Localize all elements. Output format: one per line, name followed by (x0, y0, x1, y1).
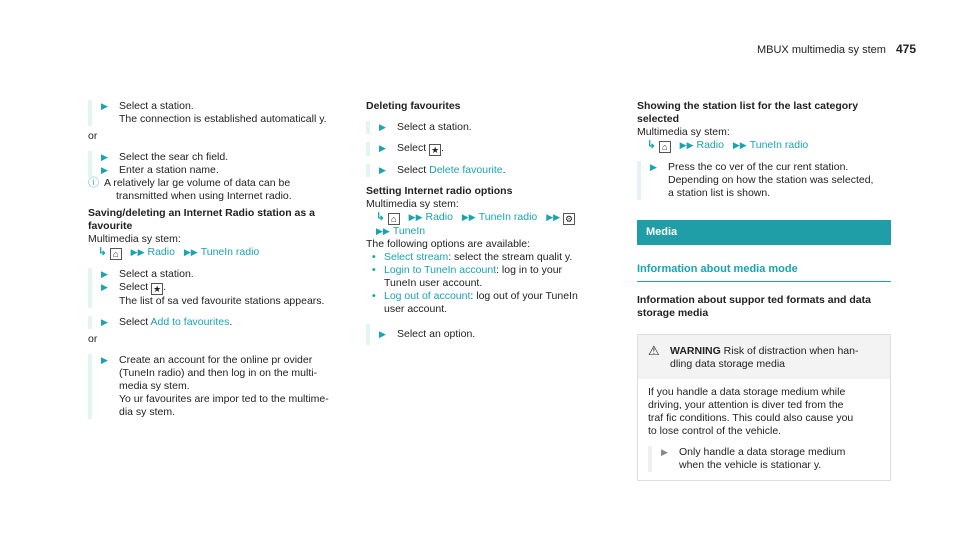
chevron-icon: ▶▶ (183, 247, 198, 257)
arrow-icon: ▶ (101, 282, 108, 292)
home-icon: ⌂ (659, 141, 671, 153)
delete-steps-block-3 (366, 164, 628, 177)
step-enter-name: ▶ Enter a station name. (101, 164, 219, 176)
info-icon: ⓘ (88, 177, 99, 189)
warning-step-block: ▶ Only handle a data storage medium when the vehicle is stationar y. (648, 446, 880, 472)
steps-block-5: ▶ Create an account for the online pr ovider (TuneIn radio) and then log in on the multi- media sy stem. Yo ur favourites are impor ted to the multime- dia sy stem. (88, 354, 353, 419)
options-intro: The following options are available: (366, 238, 531, 250)
chevron-icon: ▶▶ (130, 247, 145, 257)
info-note: ⓘ A relatively lar ge volume of data can be transmitted when using Internet radio. (88, 177, 292, 202)
bullet-icon: • (372, 264, 376, 276)
arrow-icon: ▶ (379, 329, 386, 339)
station-list-heading: Showing the station list for the last category selected (637, 100, 859, 125)
or-text: or (88, 333, 98, 345)
page-number: 475 (895, 42, 916, 56)
warning-header: ⚠ WARNING Risk of distraction when han- dling data storage media (638, 335, 890, 379)
multimedia-label: Multimedia sy stem: (88, 233, 181, 245)
arrow-icon: ▶ (379, 122, 386, 132)
home-icon: ⌂ (110, 248, 122, 260)
home-icon: ⌂ (388, 213, 400, 225)
chevron-icon: ▶▶ (376, 226, 390, 236)
step-handle-media: ▶ Only handle a data storage medium (661, 446, 846, 458)
column-1 (88, 100, 353, 419)
step-search-field: ▶ Select the sear ch field. (101, 151, 229, 163)
step-select-station: ▶ Select a station. (379, 121, 472, 133)
menu-tunein-radio[interactable]: TuneIn radio (749, 139, 809, 151)
menu-tunein-radio[interactable]: TuneIn radio (200, 246, 260, 258)
steps-block-3 (88, 268, 353, 308)
arrow-icon: ▶ (101, 317, 108, 327)
multimedia-label: Multimedia sy stem: (366, 198, 459, 210)
media-mode-subheading: Information about media mode (637, 253, 891, 282)
page-header (757, 43, 916, 57)
menu-tunein[interactable]: TuneIn (392, 225, 426, 237)
menu-path (366, 211, 628, 225)
header-title: MBUX multimedia sy stem (756, 44, 886, 56)
menu-tunein-radio[interactable]: TuneIn radio (478, 211, 538, 223)
column-3 (637, 100, 891, 481)
bullet-icon: • (372, 290, 376, 302)
option-logout: • Log out of account: log out of your TuneIn (372, 290, 578, 302)
star-icon: ★ (153, 284, 162, 294)
menu-radio[interactable]: Radio (425, 211, 453, 223)
step-select-star: ▶ Select ★ . (379, 142, 445, 155)
step-note: The connection is established automaticall y. (119, 113, 327, 125)
column-2: Deleting favourites ▶ Select a station. ▶ Select ★ . ▶ Select Delete favourite. Setting Internet radio options Multimedia sy stem: ↳ ⌂ ▶▶ Radio ▶▶ TuneIn radio ▶▶ ⚙ ▶▶ TuneIn The following options are available: • Select stream: select the stream qualit y. • Login to TuneIn account: log in to your TuneIn user account. • Log out of account: log out of your TuneIn user account. ▶ Select an option. (366, 100, 628, 345)
step-add-favourite: ▶ Select Add to favourites. (101, 316, 233, 328)
chevron-icon: ▶▶ (546, 212, 561, 222)
steps-block-1 (88, 100, 353, 126)
radio-options-heading: Setting Internet radio options (366, 185, 513, 197)
step-select-star: ▶ Select ★ . (101, 281, 167, 294)
options-step-block (366, 324, 628, 345)
delete-steps-block-1 (366, 121, 628, 134)
path-hook-icon: ↳ (376, 211, 385, 223)
path-hook-icon: ↳ (647, 139, 656, 151)
arrow-icon: ▶ (101, 355, 108, 365)
chevron-icon: ▶▶ (408, 212, 423, 222)
step-select-station-2: ▶ Select a station. (101, 268, 194, 280)
step-note-list: The list of sa ved favourite stations appears. (119, 295, 325, 307)
chevron-icon: ▶▶ (732, 140, 747, 150)
steps-block-4 (88, 316, 353, 329)
step-delete-favourite: ▶ Select Delete favourite. (379, 164, 506, 176)
section-heading: Saving/deleting an Internet Radio station as a favourite (88, 207, 315, 232)
menu-radio[interactable]: Radio (147, 246, 175, 258)
settings-icon[interactable]: ⚙ (565, 214, 574, 224)
media-section-bar: Media (637, 220, 891, 245)
warning-icon: ⚠ (648, 343, 660, 358)
formats-heading: Information about suppor ted formats and data storage media (637, 294, 871, 319)
chevron-icon: ▶▶ (461, 212, 476, 222)
or-text: or (88, 130, 98, 142)
menu-radio[interactable]: Radio (696, 139, 724, 151)
menu-path (88, 246, 353, 260)
deleting-favourites-heading: Deleting favourites (366, 100, 461, 112)
arrow-icon: ▶ (101, 152, 108, 162)
warning-label: WARNING (670, 345, 721, 357)
chevron-icon: ▶▶ (679, 140, 694, 150)
step-select-station: ▶ Select a station. (101, 100, 194, 112)
arrow-icon: ▶ (101, 101, 108, 111)
arrow-icon: ▶ (101, 269, 108, 279)
arrow-icon: ▶ (379, 165, 386, 175)
step-select-option: ▶ Select an option. (379, 328, 476, 340)
step-press-cover: ▶ Press the co ver of the cur rent station. (650, 161, 849, 173)
multimedia-label: Multimedia sy stem: (637, 126, 730, 138)
delete-favourite-link[interactable]: Delete favourite (429, 164, 503, 176)
arrow-icon: ▶ (661, 447, 668, 457)
step-create-account: ▶ Create an account for the online pr ovider (101, 354, 313, 366)
option-select-stream: • Select stream: select the stream qualit y. (372, 251, 573, 263)
menu-path (637, 139, 891, 153)
arrow-icon: ▶ (101, 165, 108, 175)
station-list-step-block: ▶ Press the co ver of the cur rent station. Depending on how the station was selected, a station list is shown. (637, 161, 891, 200)
add-to-favourites-link[interactable]: Add to favourites (150, 316, 230, 328)
menu-path-continued (366, 225, 628, 238)
bullet-icon: • (372, 251, 376, 263)
option-login: • Login to TuneIn account: log in to your (372, 264, 563, 276)
warning-body: If you handle a data storage medium while driving, your attention is diver ted from the traf fic conditions. This could also cause you to lose control of the vehicle. ▶ Only handle a data storage medium when the vehicle is stationar y. (638, 379, 890, 480)
arrow-icon: ▶ (379, 143, 386, 153)
arrow-icon: ▶ (650, 162, 657, 172)
steps-block-2 (88, 151, 353, 177)
star-icon: ★ (431, 145, 440, 155)
path-hook-icon: ↳ (98, 246, 107, 258)
delete-steps-block-2 (366, 142, 628, 156)
warning-box (637, 334, 891, 481)
